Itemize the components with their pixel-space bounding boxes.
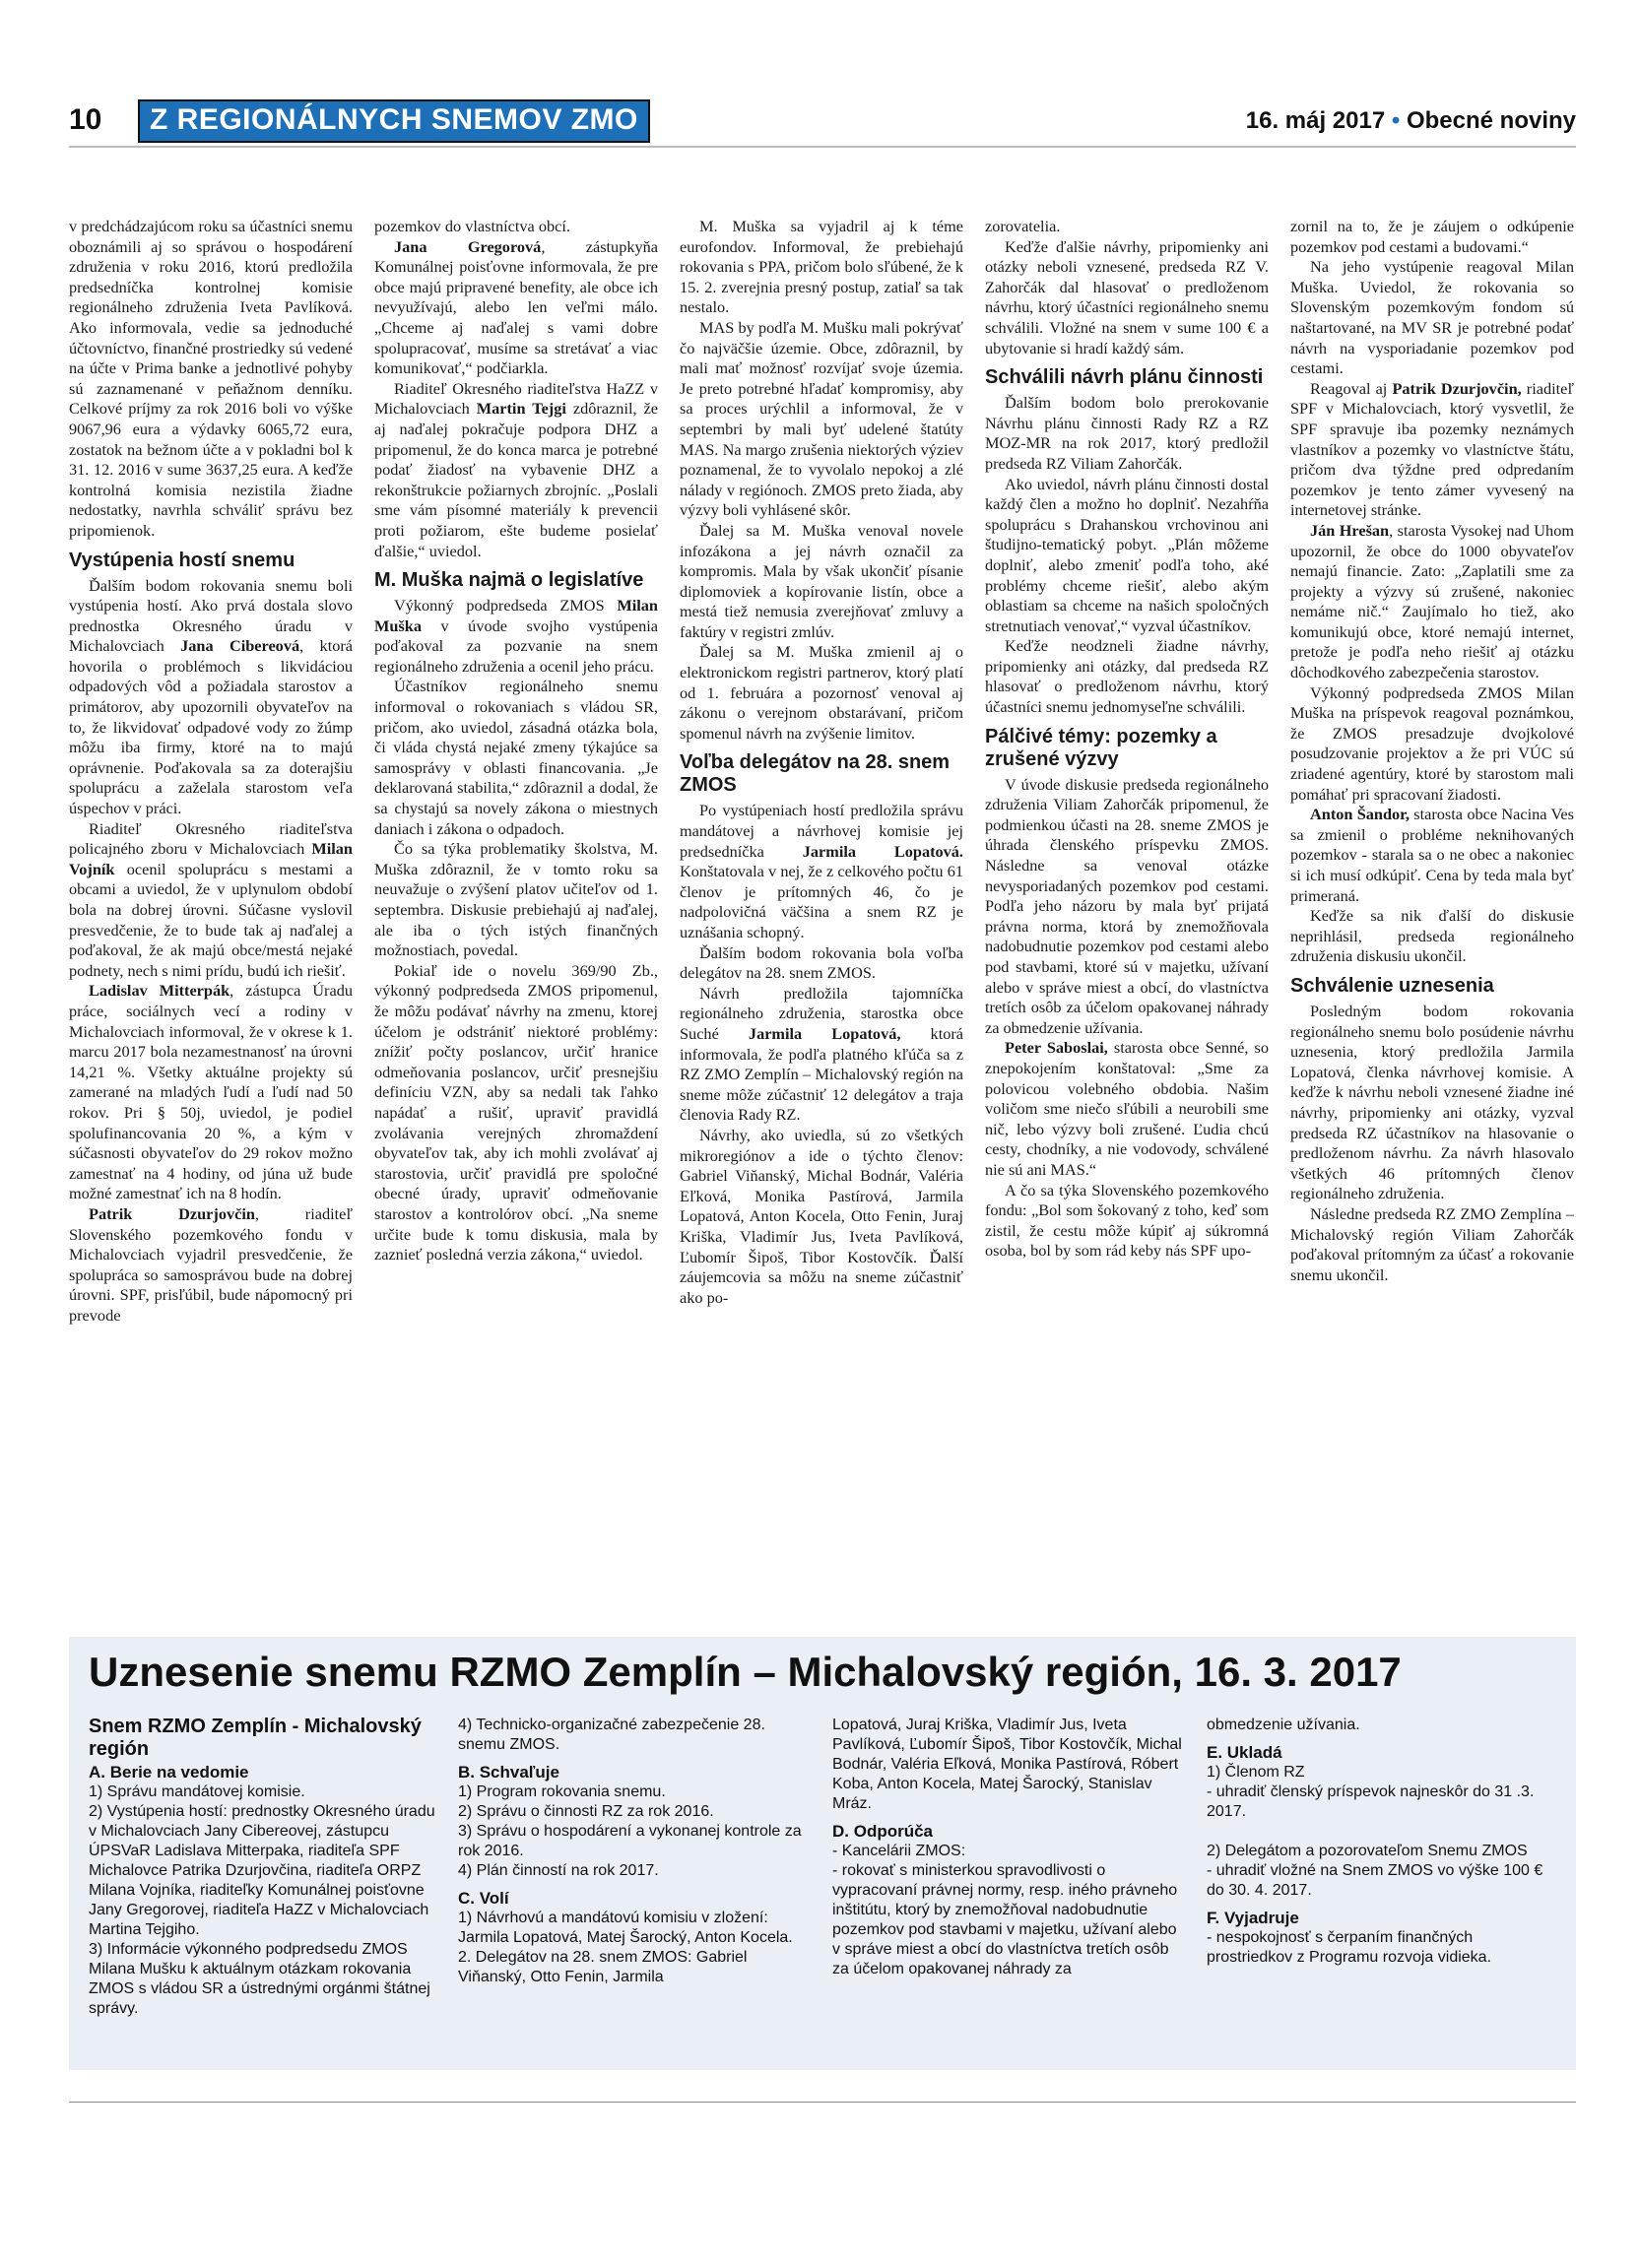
paragraph: Po vystúpeniach hostí predložila správu mandátovej a návrhovej komisie jej predsedníčka Jarmila Lopatová. Konštatovala v nej, že z celkového počtu 61 členov je prítomných 46, čo je nadpolovičná väčšina a snem RZ je uznášania schopný. [680, 801, 963, 941]
paragraph: Ako uviedol, návrh plánu činnosti dostal každý člen a možno ho doplniť. Nezahŕňa spoluprácu s Drahanskou vrchovinou ani študijno-tematický pobyt. „Plán môžeme doplniť, alebo zmeniť podľa toho, aké problémy chceme riešiť, alebo akým oblastiam sa chceme na našich spoločných stretnutiach venovať,“ vyzval účastníkov. [985, 474, 1269, 635]
section-text: 1) Členom RZ - uhradiť členský príspevok najneskôr do 31 .3. 2017. 2) Delegátom a pozorovateľom Snemu ZMOS - uhradiť vložné na Snem ZMOS vo výške 100 € do 30. 4. 2017. [1207, 1764, 1543, 1899]
resolution-subtitle: Snem RZMO Zemplín - Michalovský región [89, 1716, 422, 1760]
section-text: 4) Technicko-organizačné zabezpečenie 28. snemu ZMOS. [458, 1717, 765, 1753]
paragraph: Riaditeľ Okresného riaditeľstva policajného zboru v Michalovciach Milan Vojník ocenil spoluprácu s mestami a obcami a uviedol, že v uplynulom období bola na dobrej úrovni. Súčasne vyslovil presvedčenie, že to bude tak aj naďalej a poďakoval, že ak majú obce/mestá nejaké podnety, nech s nimi prídu, budú ich riešiť. [69, 818, 353, 980]
subheading: Vystúpenia hostí snemu [69, 549, 295, 571]
resolution-column-2 [458, 1716, 813, 1987]
subheading: Voľba delegátov na 28. snem ZMOS [680, 751, 951, 797]
paragraph: Keďže sa nik ďalší do diskusie neprihlásil, predseda regionálneho združenia diskusiu ukončil. [1290, 906, 1574, 966]
page-header [69, 103, 1576, 143]
section-heading: E. Ukladá [1207, 1743, 1282, 1762]
paragraph: A čo sa týka Slovenského pozemkového fondu: „Bol som šokovaný z toho, keď som zistil, že cestu môže kúpiť aj súkromná osoba, bol by som rád keby nás SPF upo- [985, 1180, 1269, 1261]
resolution-column-1 [89, 1716, 443, 2019]
paragraph: pozemkov do vlastníctva obcí. [374, 217, 570, 235]
paragraph: Ďalším bodom bolo prerokovanie Návrhu plánu činnosti Rady RZ a RZ MOZ-MR na rok 2017, ktorý predložil predseda RZ Viliam Zahorčák. [985, 393, 1269, 473]
paragraph: Čo sa týka problematiky školstva, M. Muška zdôraznil, že v tomto roku sa neuvažuje o zvýšení platov učiteľov od 1. septembra. Diskusie prebiehajú aj naďalej, ale iba o tých istých finančných možnostiach, povedal. [374, 839, 658, 960]
paragraph: Návrhy, ako uviedla, sú zo všetkých mikroregiónov a ide o týchto členov: Gabriel Viňanský, Michal Bodnár, Valéria Eľková, Monika Pastírová, Jarmila Lopatová, Anton Kocela, Otto Fenin, Juraj Kriška, Vladimír Jus, Iveta Pavlíková, Ľubomír Šipoš, Tibor Kostovčík. Ďalší záujemcovia sa môžu na sneme zúčastniť ako po- [680, 1125, 963, 1307]
paragraph: Výkonný podpredseda ZMOS Milan Muška na príspevok reagoval poznámkou, že ZMOS presadzuje dvojkolové posudzovanie projektov a že pri VÚC sú zriadené agentúry, ktoré by starostom mali pomáhať pri spracovaní žiadosti. [1290, 682, 1574, 804]
section-heading: D. Odporúča [832, 1822, 934, 1841]
paragraph: MAS by podľa M. Mušku mali pokrývať čo najväčšie územie. Obce, zdôraznil, by mali mať možnosť rozvíjať svoje územia. Je preto potrebné hľadať kompromisy, aby sa proces urýchlil a informoval, že v septembri by mali byť udelené štatúty MAS. Na margo zrušenia niektorých výziev poznamenal, že to vyvolalo nepokoj a zlé nálady v regiónoch. ZMOS preto žiada, aby výzvy boli vyhlásené skôr. [680, 317, 963, 520]
paragraph: Návrh predložila tajomníčka regionálneho združenia, starostka obce Suché Jarmila Lopatová, ktorá informovala, že podľa platného kľúča sa z RZ ZMO Zemplín – Michalovský región na sneme môže zúčastniť 12 delegátov a traja členovia Rady RZ. [680, 983, 963, 1125]
issue-date: 16. máj 2017 [1245, 107, 1386, 134]
paragraph: Na jeho vystúpenie reagoval Milan Muška. Uviedol, že rokovania so Slovenským pozemkovým fondom sú naštartované, na MV SR je potrebné podať návrh na vysporiadanie pozemkov pod cestami. [1290, 257, 1574, 378]
resolution-column-4 [1207, 1716, 1561, 1968]
paragraph: Účastníkov regionálneho snemu informoval o rokovaniach s vládou SR, pričom, ako uviedol, zásadná otázka bola, či vláda chystá nejaké zmeny týkajúce sa samosprávy v oblasti financovania. „Je deklarovaná stabilita,“ zdôraznil a dodal, že sa chystajú sa novely zákona o miestnych daniach i zákona o odpadoch. [374, 677, 658, 838]
paragraph: Ladislav Mitterpák, zástupca Úradu práce, sociálnych vecí a rodiny v Michalovciach informoval, že v okrese k 1. marcu 2017 bola nezamestnanosť na úrovni 14,21 %. Všetky aktuálne projekty sú zamerané na mladých ľudí a ľudí nad 50 rokov. Pri § 50j, uviedol, je podiel spolufinancovania 20 %, a kým v súčasnosti obyvateľov do 29 rokov možno zamestnať na 4 hodiny, od júna už bude možné zamestnať ich na 8 hodín. [69, 981, 353, 1203]
section-text: obmedzenie užívania. [1207, 1717, 1360, 1733]
section-text: 1) Návrhovú a mandátovú komisiu v zložení: Jarmila Lopatová, Matej Šarocký, Anton Kocela. 2. Delegátov na 28. snem ZMOS: Gabriel Viňanský, Otto Fenin, Jarmila [458, 1910, 793, 1985]
article-column-4 [985, 217, 1269, 1635]
subheading: Schválili návrh plánu činnosti [985, 366, 1264, 389]
subheading: Pálčivé témy: pozemky a zrušené výzvy [985, 725, 1217, 770]
publication-name: Obecné noviny [1406, 107, 1576, 134]
resolution-box [69, 1637, 1576, 2070]
paragraph: zorovatelia. [985, 217, 1061, 235]
article-column-5 [1290, 217, 1574, 1635]
paragraph: Patrik Dzurjovčin, riaditeľ Slovenského pozemkového fondu v Michalovciach vyjadril presvedčenie, že spolupráca so samosprávou bude na dobrej úrovni. SPF, prisľúbil, bude nápomocný pri prevode [69, 1203, 353, 1325]
section-heading: F. Vyjadruje [1207, 1909, 1299, 1927]
paragraph: M. Muška sa vyjadril aj k téme eurofondov. Informoval, že prebiehajú rokovania s PPA, pričom bolo sľúbené, že k 15. 2. zverejnia presný postup, zatiaľ sa tak nestalo. [680, 217, 963, 317]
subheading: Schválenie uznesenia [1290, 974, 1494, 997]
section-heading: A. Berie na vedomie [89, 1763, 249, 1782]
section-text: - Kancelárii ZMOS: - rokovať s ministerkou spravodlivosti o vypracovaní právnej normy, resp. iného právneho inštitútu, ktorý by znemožňoval nadobudnutie pozemkov pod stavbami v majetku, užívaní alebo v správe miest a obcí do vlastníctva tretích osôb za účelom opakovanej náhrady za [832, 1843, 1178, 1977]
issue-info [1246, 107, 1576, 135]
article-column-3 [680, 217, 963, 1635]
paragraph: Ďalej sa M. Muška venoval novele infozákona a jej návrh označil za kompromis. Mala by však ukončiť písanie diplomoviek a kopírovanie listín, obce a mestá tiež nemusia zverejňovať zmluvy a faktúry v registri zmlúv. [680, 520, 963, 641]
paragraph: Keďže ďalšie návrhy, pripomienky ani otázky neboli vznesené, predseda RZ V. Zahorčák dal hlasovať o predloženom návrhu, ktorý účastníci regionálneho snemu schválili. Vložné na snem v sume 100 € a ubytovanie si hradí každý sám. [985, 236, 1269, 357]
paragraph: Výkonný podpredseda ZMOS Milan Muška v úvode svojho vystúpenia poďakoval za pozvanie na snem regionálneho združenia a ocenil jeho prácu. [374, 596, 658, 676]
paragraph: Jana Gregorová, zástupkyňa Komunálnej poisťovne informovala, že pre obce majú pripravené benefity, ale obce ich nevyužívajú, alebo len veľmi málo. „Chceme aj naďalej s vami dobre spolupracovať, musíme sa stretávať a viac komunikovať,“ podčiarkla. [374, 236, 658, 378]
section-heading: B. Schvaľuje [458, 1763, 559, 1782]
section-text: - nespokojnosť s čerpaním finančných prostriedkov z Programu rozvoja vidieka. [1207, 1929, 1492, 1966]
section-text: 1) Správu mandátovej komisie. 2) Vystúpenia hostí: prednostky Okresného úradu v Michalovciach Jany Cibereovej, zástupcu ÚPSVaR Ladislava Mitterpaka, riaditeľa SPF Michalovce Patrika Dzurjovčina, riaditeľa ORPZ Milana Vojníka, riaditeľky Komunálnej poisťovne Jany Gregorovej, riaditeľa HaZZ v Michalovciach Martina Tejgiho. 3) Informácie výkonného podpredsedu ZMOS Milana Mušku k aktuálnym otázkam rokovania ZMOS s vládou SR a ústrednými orgánmi štátnej správy. [89, 1783, 435, 2017]
section-heading: C. Volí [458, 1889, 509, 1908]
article-body [69, 217, 1576, 1635]
paragraph: v predchádzajúcom roku sa účastníci snemu oboznámili aj so správou o hospodárení združenia v roku 2016, ktorú predložila predsedníčka kontrolnej komisie regionálneho združenia Iveta Pavlíková. Ako informovala, vedie sa jednoduché účtovníctvo, finančné prostriedky sú vedené na účte v Prima banke a jednotlivé pohyby sú zaznamenané v peňažnom denníku. Celkové príjmy za rok 2016 boli vo výške 9067,96 eura a výdavky 6065,72 eura, zostatok na bežnom účte a v pokladni bol k 31. 12. 2016 v sume 3637,25 eura. A keďže kontrolná komisia nezistila žiadne nedostatky, navrhla schváliť správu bez pripomienok. [69, 217, 353, 540]
subheading: M. Muška najmä o legislatíve [374, 569, 644, 592]
paragraph: Pokiaľ ide o novelu 369/90 Zb., výkonný podpredseda ZMOS pripomenul, že môžu podávať návrhy na zmenu, ktorej účelom je odstrániť niektoré problémy: znížiť počty poslancov, určiť hranice odmeňovania poslancov, určiť presnejšiu definíciu VZN, aby sa nedali tak ľahko napádať a rušiť, upraviť pravidlá zvolávania verejných zhromaždení obyvateľov tak, aby ich mohli zvolávať aj starostovia, určiť pravidlá pre spoločné obecné úrady, upraviť odmeňovanie starostov a kontrolórov obcí. „Na sneme určite bude k tomu diskusia, mala by zaznieť posledná verzia zákona,“ uviedol. [374, 960, 658, 1264]
paragraph: Ďalším bodom rokovania bola voľba delegátov na 28. snem ZMOS. [680, 942, 963, 983]
paragraph: Následne predseda RZ ZMO Zemplína – Michalovský región Viliam Zahorčák poďakoval prítomným za účasť a rokovanie snemu ukončil. [1290, 1203, 1574, 1284]
resolution-column-3 [832, 1716, 1187, 1979]
footer-rule [69, 2102, 1576, 2103]
header-rule [69, 146, 1576, 148]
paragraph: Posledným bodom rokovania regionálneho snemu bolo posúdenie návrhu uznesenia, ktorý predložila Jarmila Lopatová, členka návrhovej komisie. A keďže k návrhu neboli vznesené žiadne iné návrhy, pripomienky ani otázky, vyzval predseda RZ účastníkov na hlasovanie o predloženom návrhu. Za návrh hlasovalo všetkých 46 prítomných členov regionálneho združenia. [1290, 1001, 1574, 1203]
paragraph: Peter Saboslai, starosta obce Senné, so znepokojením konštatoval: „Sme za polovicou volebného obdobia. Našim voličom sme niečo sľúbili a neurobili sme nič, lebo výzvy boli zrušené. Ľudia chcú cesty, chodníky, a nie vodovody, schválené nie sú ani MAS.“ [985, 1038, 1269, 1179]
paragraph: Anton Šandor, starosta obce Nacina Ves sa zmienil o probléme neknihovaných pozemkov - starala sa o ne obec a nakoniec si ich musí odkúpiť. Cena by teda mala byť primeraná. [1290, 805, 1574, 905]
paragraph: Ďalej sa M. Muška zmienil aj o elektronickom registri partnerov, ktorý platí od 1. februára a pozornosť venoval aj zákonu o verejnom obstarávaní, pričom spomenul návrh na zvýšenie limitov. [680, 642, 963, 743]
paragraph: Keďže neodzneli žiadne návrhy, pripomienky ani otázky, dal predseda RZ hlasovať o predloženom návrhu, ktorý účastníci snemu jednomyseľne schválili. [985, 636, 1269, 717]
paragraph: Ján Hrešan, starosta Vysokej nad Uhom upozornil, že obce do 1000 obyvateľov nemajú financie. Zato: „Zaplatili sme za projekty a výzvy sú zrušené, nakoniec nemáme nič.“ Zaujímalo ho tiež, ako komunikujú obce, ktoré nemajú internet, pretože je podľa neho riešiť aj otázku dôchodkového zabezpečenia starostov. [1290, 520, 1574, 682]
paragraph: V úvode diskusie predseda regionálneho združenia Viliam Zahorčák pripomenul, že podmienkou účasti na 28. sneme ZMOS je úhrada členského príspevku ZMOS. Následne sa venoval otázke nevysporiadaných pozemkov pod cestami. Podľa jeho názoru by mala byť prijatá právna norma, ktorá by znemožňovala nadobudnutie pozemkov pod cestami alebo pod stavbami, ktoré sú v majetku, užívaní alebo v správe miest a obcí, do vlastníctva tretích osôb za účelom opakovanej náhrady za obmedzenie užívania. [985, 774, 1269, 1037]
section-text: 1) Program rokovania snemu. 2) Správu o činnosti RZ za rok 2016. 3) Správu o hospodárení a vykonanej kontrole za rok 2016. 4) Plán činností na rok 2017. [458, 1783, 802, 1879]
article-column-1 [69, 217, 353, 1635]
article-column-2 [374, 217, 658, 1635]
section-text: Lopatová, Juraj Kriška, Vladimír Jus, Iveta Pavlíková, Ľubomír Šipoš, Tibor Kostovčík, Michal Bodnár, Valéria Eľková, Monika Pastírová, Róbert Koba, Anton Kocela, Matej Šarocký, Stanislav Mráz. [832, 1717, 1182, 1812]
bullet: • [1391, 107, 1401, 134]
paragraph: Ďalším bodom rokovania snemu boli vystúpenia hostí. Ako prvá dostala slovo prednostka Okresného úradu v Michalovciach Jana Cibereová, ktorá hovorila o problémoch s likvidáciou odpadových vôd a požiadala starostov a primátorov, aby upozornili obyvateľov na to, že likvidovať odpadové vody zo žúmp môžu iba firmy, ktoré na to majú oprávnenie. Poďakovala sa za doterajšiu spoluprácu a zaželala starostom veľa úspechov v práci. [69, 575, 353, 818]
section-title: Z REGIONÁLNYCH SNEMOV ZMO [140, 101, 648, 141]
paragraph: Reagoval aj Patrik Dzurjovčin, riaditeľ SPF v Michalovciach, ktorý vysvetlil, že SPF spravuje iba pozemky neznámych vlastníkov a pozemky vo vlastníctve štátu, pričom dva týždne pred odpredaním pozemkov je tento zámer vyvesený na internetovej stránke. [1290, 378, 1574, 520]
page-number: 10 [69, 103, 102, 136]
resolution-title: Uznesenie snemu RZMO Zemplín – Michalovský región, 16. 3. 2017 [89, 1649, 1402, 1695]
paragraph: zornil na to, že je záujem o odkúpenie pozemkov pod cestami a budovami.“ [1290, 217, 1574, 256]
paragraph: Riaditeľ Okresného riaditeľstva HaZZ v Michalovciach Martin Tejgi zdôraznil, že aj naďalej pokračuje podpora DHZ a pripomenul, že do konca marca je potrebné podať žiadosť na vybavenie DHZ a rekonštrukcie požiarnych zbrojníc. „Poslali sme vám písomné materiály k prevencii proti požiarom, ešte budeme posielať ďalšie,“ uviedol. [374, 378, 658, 560]
